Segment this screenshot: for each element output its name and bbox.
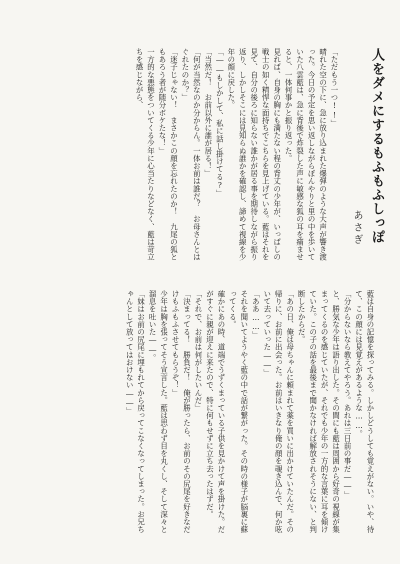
body-text-top: 「ただもう一つ!!」 晴れた空の下に、急に放り込まれた爆弾のような大声が響き渡った。今日の予定を思い返しながらぼんやりと里の中を歩いていた八雲藍は、急に背後で炸裂した声に敏感な狐の耳を痛ませると、一体何事かと振り返った。 見れば、自身の胸にも満たない程の背丈の少年が、いっぱしの戦士の如く精悍な面持ちでこちらを見上げている。藍はそれを見て、自分の後ろに知らない誰かが居る事を期待しながら振り返り、しかしそこには見知らぬ誰かを確認し、諦めて視線を少年の顔に戻した。 「――もしかして、私に話し掛けてる?」 「当然だ！ お前以外に誰が居る！」 「何が当然なのか分からん。一体お前は誰だ？ お母さんとはぐれたのか？」 「迷子じゃない！ まさかこの顔を忘れたのか！ 九尾の狐ともあろう者が随分ボケたな！」 一方的な悪態をついてくる少年に心当たりなどなく、藍は苛立ちを感じながら、 [135, 48, 339, 261]
author-name: あさぎ [351, 210, 362, 246]
body-text-bottom: 藍は自身の記憶を探ってみる。しかしどうしても覚えがない。いや、待て、この顔には見覚えがあるような……。 「分からないなら教えてやろう。あれは三日前の事だ――」 と、勝気な少年は語り出した。その間にも藍は周囲から好奇の視線が集まってくるのを感じていたが、それでも少年の一方的な言葉に耳を傾けていた。この子の話を最後まで聞かなければ解放されそうにない、と判断したからだ。 「あの日、俺は母ちゃんに頼まれて薬を買いに出かけていたんだ。その帰りに、お前に出会った。お前はいきなり俺の顔を覗き込んで、何か呟いて去っていった――」 「ああ……」 それを聞いてようやく藍の中で話が繋がった。その時の様子が脳裏に蘇ってくる。 確かにあの時、道端でうずくまっている子供を見かけて声を掛けた。だがすぐに親が迎えに来たので、特に何もせずに立ち去ったはずだ。 「それで、お前は何がしたいんだ」 「決まってる！ 勝負だ！ 俺が勝ったら、お前のその尻尾を好きなだけもふもふさせてもらうぞ！」 少年は胸を張ってそう宣言した。藍は思わず目を丸くし、そして深々と溜息を吐いた――。 「妹はお前の尻尾に埋もれてから戻ってこなくなってしまった。お兄ちゃんとして放ってはおけない――」 [125, 290, 375, 534]
story-title: 人をダメにするもふもふしっぽ [369, 48, 384, 244]
